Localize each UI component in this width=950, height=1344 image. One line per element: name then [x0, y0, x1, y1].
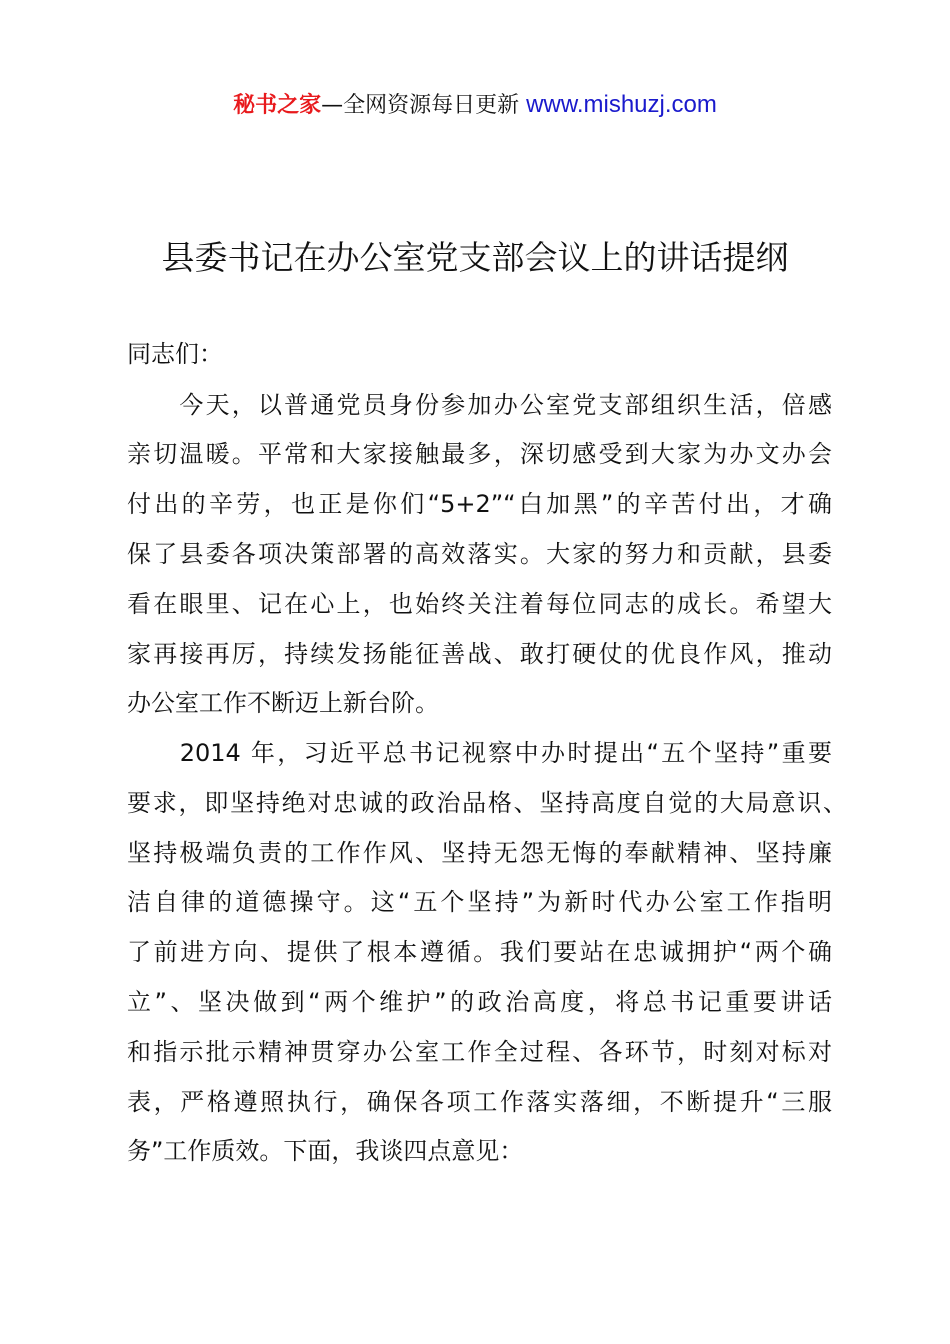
paragraph-line: 和指示批示精神贯穿办公室工作全过程、各环节，时刻对标对: [127, 1038, 832, 1066]
paragraph-line: 坚持极端负责的工作作风、坚持无怨无悔的奉献精神、坚持廉: [127, 839, 832, 867]
paragraph-line: 2014 年，习近平总书记视察中办时提出“五个坚持”重要: [127, 739, 832, 767]
brand-name: 秘书之家: [233, 93, 322, 118]
paragraph-line: 今天，以普通党员身份参加办公室党支部组织生活，倍感: [127, 391, 832, 419]
paragraph-line: 保了县委各项决策部署的高效落实。大家的努力和贡献，县委: [127, 540, 832, 568]
paragraph-line: 立”、坚决做到“两个维护”的政治高度，将总书记重要讲话: [127, 988, 832, 1016]
header-tagline: —全网资源每日更新: [321, 93, 527, 118]
paragraph-line: 洁自律的道德操守。这“五个坚持”为新时代办公室工作指明: [127, 888, 832, 916]
paragraph-line: 看在眼里、记在心上，也始终关注着每位同志的成长。希望大: [127, 590, 832, 618]
paragraph-line: 要求，即坚持绝对忠诚的政治品格、坚持高度自觉的大局意识、: [127, 789, 847, 817]
paragraph-line: 办公室工作不断迈上新台阶。: [127, 689, 439, 717]
paragraph-line: 付出的辛劳，也正是你们“5+2”“白加黑”的辛苦付出，才确: [127, 490, 832, 518]
paragraph-line: 家再接再厉，持续发扬能征善战、敢打硬仗的优良作风，推动: [127, 640, 832, 668]
paragraph-line: 表，严格遵照执行，确保各项工作落实落细，不断提升“三服: [127, 1088, 832, 1116]
salutation: 同志们：: [127, 340, 223, 368]
site-header: [0, 88, 950, 119]
site-url-link[interactable]: www.mishuzj.com: [526, 91, 717, 118]
paragraph-line: 了前进方向、提供了根本遵循。我们要站在忠诚拥护“两个确: [127, 938, 832, 966]
paragraph-line: 亲切温暖。平常和大家接触最多，深切感受到大家为办文办会: [127, 440, 832, 468]
document-title: 县委书记在办公室党支部会议上的讲话提纲: [161, 238, 789, 277]
paragraph-line: 务”工作质效。下面，我谈四点意见：: [127, 1137, 524, 1165]
